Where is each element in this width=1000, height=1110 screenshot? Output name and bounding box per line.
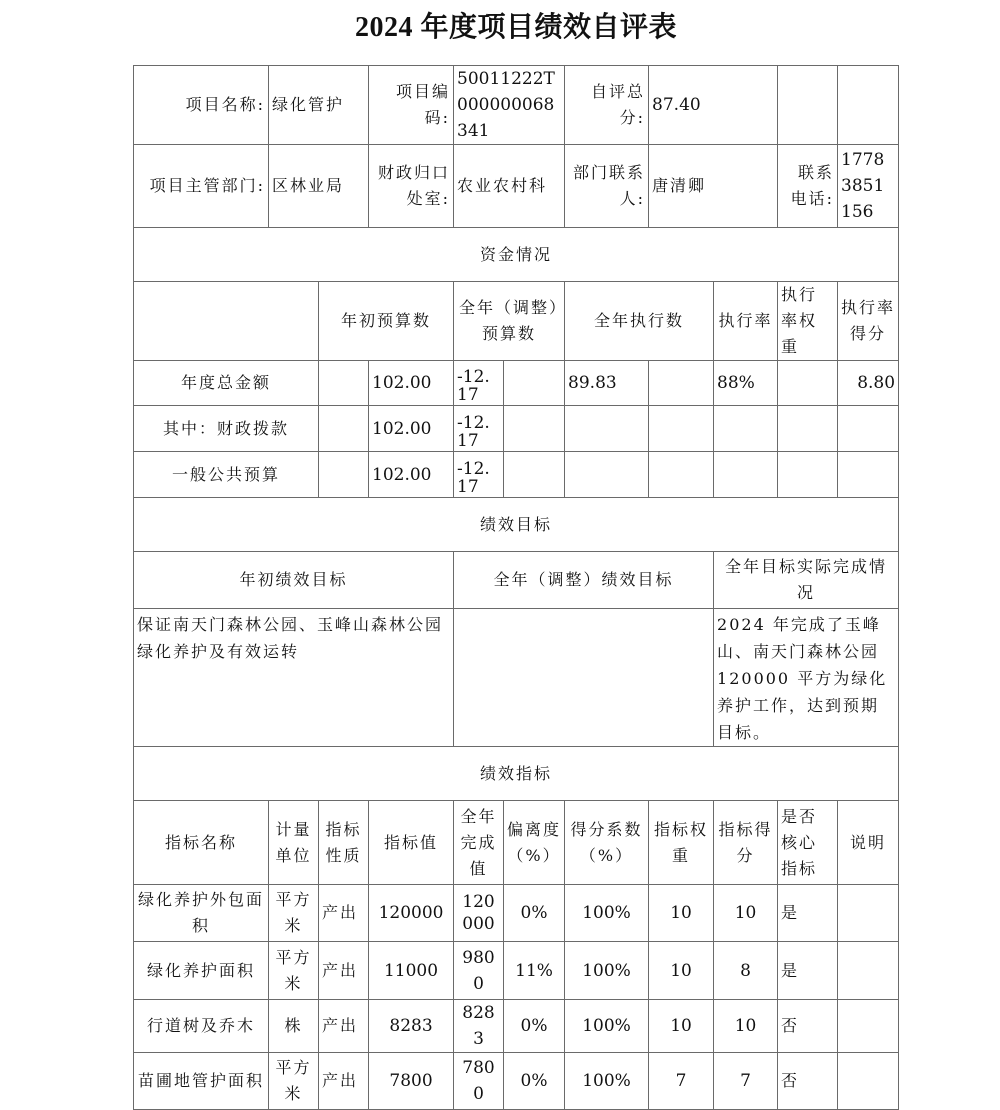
funds-section-title: 资金情况: [134, 228, 899, 282]
goals-content-row: [134, 609, 899, 747]
indicator-score: 10: [714, 1000, 778, 1053]
indicator-actual: 7800: [454, 1053, 504, 1110]
funds-initial: 102.00: [369, 361, 454, 406]
funds-score: [838, 452, 899, 498]
funds-executed: [565, 406, 649, 452]
funds-score: [838, 406, 899, 452]
indicator-note: [838, 885, 899, 942]
indicator-nature: 产出: [319, 942, 369, 1000]
empty-cell: [649, 406, 714, 452]
indicator-unit: 株: [269, 1000, 319, 1053]
self-score-label: 自评总分:: [565, 66, 649, 145]
header-rate-score: 执行率得分: [838, 282, 899, 361]
header-score: 指标得分: [714, 801, 778, 885]
indicator-unit: 平方米: [269, 1053, 319, 1110]
funds-rate: [714, 452, 778, 498]
empty-cell: [504, 406, 565, 452]
header-adjusted-goal: 全年（调整）绩效目标: [454, 552, 714, 609]
empty-cell: [504, 361, 565, 406]
empty-cell: [649, 361, 714, 406]
funds-executed: 89.83: [565, 361, 649, 406]
dept-label: 项目主管部门:: [134, 145, 269, 228]
header-rate-weight: 执行率权重: [778, 282, 838, 361]
funds-row-label: 一般公共预算: [134, 452, 319, 498]
indicator-target: 120000: [369, 885, 454, 942]
indicators-header-row: [134, 801, 899, 885]
contact-value: 唐清卿: [649, 145, 778, 228]
contact-label: 部门联系人:: [565, 145, 649, 228]
funds-initial: 102.00: [369, 452, 454, 498]
indicators-section-row: [134, 747, 899, 801]
funds-executed: [565, 452, 649, 498]
indicator-actual: 120000: [454, 885, 504, 942]
header-actual-completion: 全年目标实际完成情况: [714, 552, 899, 609]
indicator-score: 7: [714, 1053, 778, 1110]
project-name-label: 项目名称:: [134, 66, 269, 145]
indicator-row: [134, 1053, 899, 1110]
indicator-nature: 产出: [319, 1053, 369, 1110]
goals-section-row: [134, 498, 899, 552]
indicator-target: 11000: [369, 942, 454, 1000]
header-adjusted-budget: 全年（调整）预算数: [454, 282, 565, 361]
indicator-name: 绿化养护面积: [134, 942, 269, 1000]
header-unit: 计量单位: [269, 801, 319, 885]
indicator-name: 行道树及乔木: [134, 1000, 269, 1053]
indicator-row: [134, 1000, 899, 1053]
indicator-deviation: 0%: [504, 885, 565, 942]
self-score-value: 87.40: [649, 66, 778, 145]
indicator-unit: 平方米: [269, 885, 319, 942]
funds-weight: [778, 406, 838, 452]
funds-header-empty: [134, 282, 319, 361]
funds-row: [134, 361, 899, 406]
initial-goal-text: 保证南天门森林公园、玉峰山森林公园绿化养护及有效运转: [134, 609, 454, 747]
funds-rate: [714, 406, 778, 452]
self-evaluation-table: [133, 65, 899, 1110]
header-initial-budget: 年初预算数: [319, 282, 454, 361]
header-initial-goal: 年初绩效目标: [134, 552, 454, 609]
header-deviation: 偏离度（%）: [504, 801, 565, 885]
adjusted-goal-text: [454, 609, 714, 747]
indicator-row: [134, 942, 899, 1000]
indicator-weight: 7: [649, 1053, 714, 1110]
indicator-weight: 10: [649, 942, 714, 1000]
header-note: 说明: [838, 801, 899, 885]
funds-row-label: 其中：财政拨款: [134, 406, 319, 452]
indicator-nature: 产出: [319, 1000, 369, 1053]
page-title: 2024 年度项目绩效自评表: [354, 12, 677, 43]
header-target: 指标值: [369, 801, 454, 885]
empty-cell: [319, 361, 369, 406]
indicators-section-title: 绩效指标: [134, 747, 899, 801]
indicator-deviation: 0%: [504, 1000, 565, 1053]
indicator-coefficient: 100%: [565, 942, 649, 1000]
header-weight: 指标权重: [649, 801, 714, 885]
indicator-target: 7800: [369, 1053, 454, 1110]
indicator-core: 是: [778, 885, 838, 942]
header-executed: 全年执行数: [565, 282, 714, 361]
funds-adjusted: -12.17: [454, 406, 504, 452]
indicator-note: [838, 1053, 899, 1110]
funds-weight: [778, 361, 838, 406]
funds-weight: [778, 452, 838, 498]
indicator-row: [134, 885, 899, 942]
indicator-note: [838, 1000, 899, 1053]
funds-header-row: [134, 282, 899, 361]
dept-value: 区林业局: [269, 145, 369, 228]
indicator-score: 10: [714, 885, 778, 942]
empty-cell: [838, 66, 899, 145]
funds-adjusted: -12.17: [454, 452, 504, 498]
empty-cell: [319, 406, 369, 452]
project-code-label: 项目编码:: [369, 66, 454, 145]
funds-section-row: [134, 228, 899, 282]
indicator-nature: 产出: [319, 885, 369, 942]
indicator-note: [838, 942, 899, 1000]
funds-row: [134, 452, 899, 498]
finance-office-label: 财政归口处室:: [369, 145, 454, 228]
finance-office-value: 农业农村科: [454, 145, 565, 228]
funds-row: [134, 406, 899, 452]
indicator-target: 8283: [369, 1000, 454, 1053]
funds-adjusted: -12.17: [454, 361, 504, 406]
indicator-deviation: 0%: [504, 1053, 565, 1110]
funds-initial: 102.00: [369, 406, 454, 452]
project-code-value: 50011222T000000068341: [454, 66, 565, 145]
header-indicator-name: 指标名称: [134, 801, 269, 885]
indicator-core: 否: [778, 1053, 838, 1110]
indicator-name: 绿化养护外包面积: [134, 885, 269, 942]
indicator-coefficient: 100%: [565, 885, 649, 942]
header-nature: 指标性质: [319, 801, 369, 885]
project-info-row-2: [134, 145, 899, 228]
header-core: 是否核心指标: [778, 801, 838, 885]
funds-score: 8.80: [838, 361, 899, 406]
indicator-weight: 10: [649, 885, 714, 942]
indicator-actual: 8283: [454, 1000, 504, 1053]
goals-header-row: [134, 552, 899, 609]
header-actual: 全年完成值: [454, 801, 504, 885]
header-rate: 执行率: [714, 282, 778, 361]
indicator-name: 苗圃地管护面积: [134, 1053, 269, 1110]
indicator-core: 否: [778, 1000, 838, 1053]
indicator-coefficient: 100%: [565, 1000, 649, 1053]
phone-value: 17783851156: [838, 145, 899, 228]
indicator-score: 8: [714, 942, 778, 1000]
indicator-deviation: 11%: [504, 942, 565, 1000]
funds-rate: 88%: [714, 361, 778, 406]
indicator-weight: 10: [649, 1000, 714, 1053]
empty-cell: [504, 452, 565, 498]
indicator-core: 是: [778, 942, 838, 1000]
funds-row-label: 年度总金额: [134, 361, 319, 406]
phone-label: 联系电话:: [778, 145, 838, 228]
indicator-unit: 平方米: [269, 942, 319, 1000]
empty-cell: [649, 452, 714, 498]
project-info-row-1: [134, 66, 899, 145]
project-name-value: 绿化管护: [269, 66, 369, 145]
empty-cell: [319, 452, 369, 498]
empty-cell: [778, 66, 838, 145]
goals-section-title: 绩效目标: [134, 498, 899, 552]
actual-completion-text: 2024 年完成了玉峰山、南天门森林公园 120000 平方为绿化养护工作，达到预期目标。: [714, 609, 899, 747]
indicator-coefficient: 100%: [565, 1053, 649, 1110]
header-coefficient: 得分系数（%）: [565, 801, 649, 885]
indicator-actual: 9800: [454, 942, 504, 1000]
